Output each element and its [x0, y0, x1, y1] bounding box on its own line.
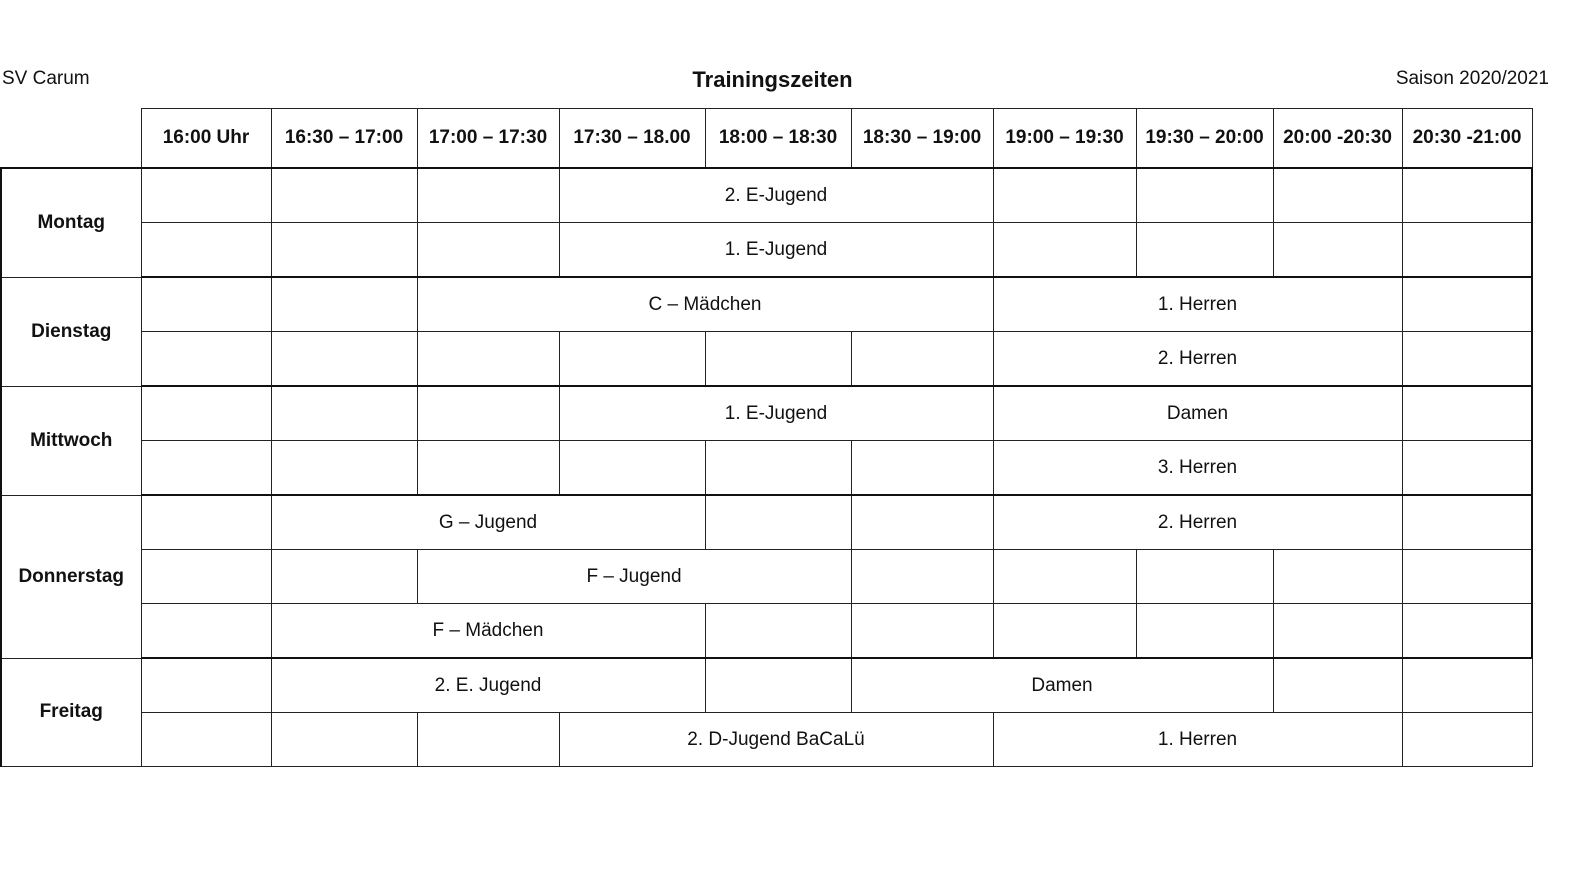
empty-cell: [559, 441, 705, 496]
day-label-dienstag: Dienstag: [1, 277, 141, 386]
timeslot-header: 19:00 – 19:30: [993, 109, 1136, 169]
empty-cell: [851, 332, 993, 387]
schedule-row: [1, 550, 1532, 604]
schedule-row: [1, 332, 1532, 387]
empty-cell: [705, 604, 851, 659]
session-cell: 2. Herren: [993, 332, 1402, 387]
empty-cell: [417, 332, 559, 387]
schedule-row: [1, 441, 1532, 496]
empty-cell: [417, 386, 559, 441]
empty-cell: [1136, 168, 1273, 223]
empty-cell: [271, 332, 417, 387]
empty-cell: [559, 332, 705, 387]
schedule-row: [1, 604, 1532, 659]
session-cell: Damen: [851, 658, 1273, 713]
empty-cell: [271, 713, 417, 767]
empty-cell: [141, 441, 271, 496]
empty-cell: [851, 550, 993, 604]
empty-cell: [141, 495, 271, 550]
session-cell: 2. E. Jugend: [271, 658, 705, 713]
timeslot-header: 18:30 – 19:00: [851, 109, 993, 169]
empty-cell: [271, 441, 417, 496]
timeslot-header: 20:00 -20:30: [1273, 109, 1402, 169]
empty-cell: [141, 223, 271, 278]
session-cell: 1. Herren: [993, 277, 1402, 332]
corner-cell: [1, 109, 141, 169]
timeslot-header: 18:00 – 18:30: [705, 109, 851, 169]
empty-cell: [851, 441, 993, 496]
session-cell: F – Jugend: [417, 550, 851, 604]
session-cell: 2. D-Jugend BaCaLü: [559, 713, 993, 767]
timeslot-header: 19:30 – 20:00: [1136, 109, 1273, 169]
empty-cell: [141, 604, 271, 659]
timeslot-header-row: [1, 109, 1532, 169]
day-label-freitag: Freitag: [1, 658, 141, 767]
empty-cell: [141, 386, 271, 441]
empty-cell: [141, 658, 271, 713]
empty-cell: [1402, 713, 1532, 767]
day-label-montag: Montag: [1, 168, 141, 277]
day-label-donnerstag: Donnerstag: [1, 495, 141, 658]
empty-cell: [141, 713, 271, 767]
timeslot-header: 16:30 – 17:00: [271, 109, 417, 169]
empty-cell: [271, 277, 417, 332]
empty-cell: [993, 223, 1136, 278]
schedule-row: [1, 223, 1532, 278]
empty-cell: [1273, 223, 1402, 278]
empty-cell: [1402, 495, 1532, 550]
empty-cell: [1402, 277, 1532, 332]
empty-cell: [271, 550, 417, 604]
schedule-row: [1, 495, 1532, 550]
schedule-row: [1, 658, 1532, 713]
empty-cell: [1136, 604, 1273, 659]
training-schedule-table: [0, 108, 1533, 767]
schedule-body: [1, 168, 1532, 767]
season-label: Saison 2020/2021: [1395, 68, 1549, 89]
session-cell: Damen: [993, 386, 1402, 441]
schedule-row: [1, 168, 1532, 223]
session-cell: F – Mädchen: [271, 604, 705, 659]
day-label-mittwoch: Mittwoch: [1, 386, 141, 495]
empty-cell: [271, 223, 417, 278]
empty-cell: [1402, 658, 1532, 713]
timeslot-header: 16:00 Uhr: [141, 109, 271, 169]
session-cell: 1. Herren: [993, 713, 1402, 767]
schedule-row: [1, 386, 1532, 441]
empty-cell: [1136, 223, 1273, 278]
empty-cell: [1402, 441, 1532, 496]
empty-cell: [1136, 550, 1273, 604]
session-cell: G – Jugend: [271, 495, 705, 550]
empty-cell: [417, 223, 559, 278]
empty-cell: [141, 168, 271, 223]
schedule-row: [1, 277, 1532, 332]
empty-cell: [705, 441, 851, 496]
empty-cell: [417, 713, 559, 767]
empty-cell: [705, 332, 851, 387]
empty-cell: [271, 168, 417, 223]
empty-cell: [417, 168, 559, 223]
timeslot-header: 17:00 – 17:30: [417, 109, 559, 169]
empty-cell: [1402, 223, 1532, 278]
empty-cell: [851, 495, 993, 550]
session-cell: 2. E-Jugend: [559, 168, 993, 223]
session-cell: C – Mädchen: [417, 277, 993, 332]
empty-cell: [1402, 550, 1532, 604]
session-cell: 2. Herren: [993, 495, 1402, 550]
page-title: Trainingszeiten: [692, 67, 853, 92]
empty-cell: [705, 658, 851, 713]
timeslot-header: 20:30 -21:00: [1402, 109, 1532, 169]
schedule-row: [1, 713, 1532, 767]
empty-cell: [993, 604, 1136, 659]
empty-cell: [1402, 332, 1532, 387]
empty-cell: [1402, 386, 1532, 441]
empty-cell: [993, 168, 1136, 223]
empty-cell: [1273, 658, 1402, 713]
session-cell: 3. Herren: [993, 441, 1402, 496]
empty-cell: [993, 550, 1136, 604]
empty-cell: [141, 550, 271, 604]
empty-cell: [705, 495, 851, 550]
timeslot-header: 17:30 – 18.00: [559, 109, 705, 169]
club-name: SV Carum: [2, 68, 90, 89]
empty-cell: [141, 332, 271, 387]
empty-cell: [1402, 168, 1532, 223]
empty-cell: [417, 441, 559, 496]
empty-cell: [1273, 550, 1402, 604]
empty-cell: [851, 604, 993, 659]
empty-cell: [1273, 168, 1402, 223]
empty-cell: [1273, 604, 1402, 659]
empty-cell: [1402, 604, 1532, 659]
session-cell: 1. E-Jugend: [559, 386, 993, 441]
empty-cell: [271, 386, 417, 441]
empty-cell: [141, 277, 271, 332]
session-cell: 1. E-Jugend: [559, 223, 993, 278]
